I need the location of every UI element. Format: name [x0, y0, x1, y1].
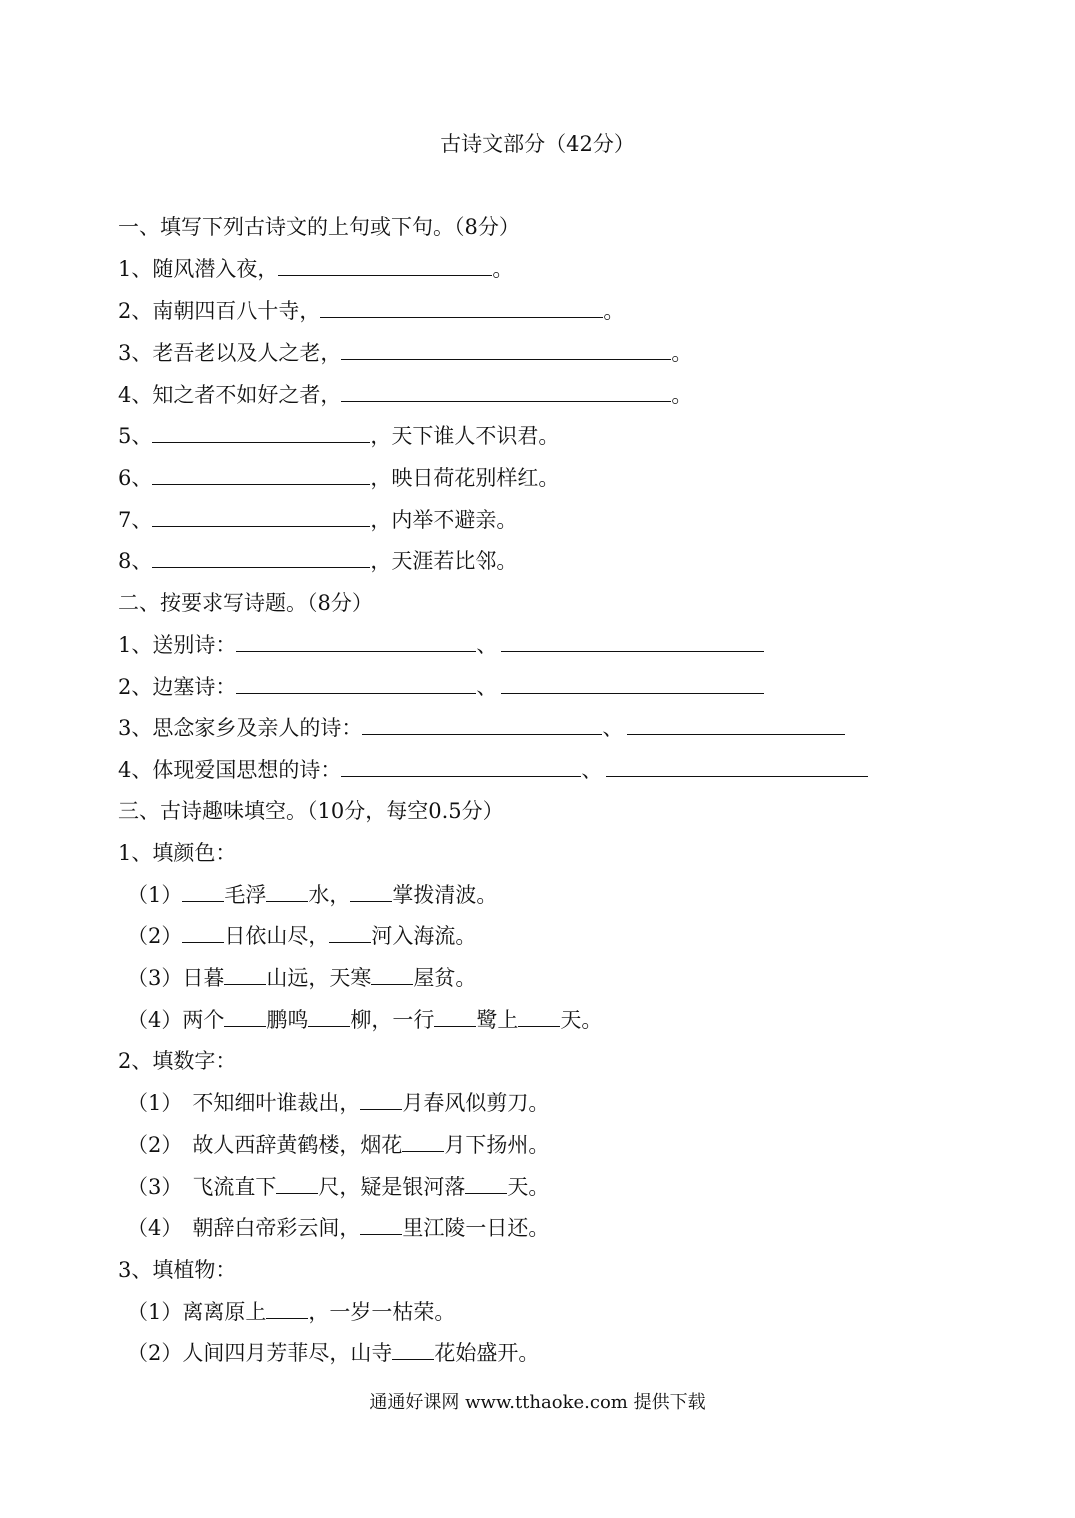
colors-item-1: （1） 毛浮 水， 掌拨清波。: [127, 883, 498, 907]
plants-item-2: （2）人间四月芳菲尽，山寺 花始盛开。: [127, 1341, 540, 1365]
s1-question-1: 1、随风潜入夜， 。: [118, 257, 514, 281]
answer-blank[interactable]: [224, 1006, 266, 1027]
answer-blank[interactable]: [152, 547, 370, 568]
s1-question-3: 3、老吾老以及人之老， 。: [118, 341, 693, 365]
answer-blank[interactable]: [152, 464, 370, 485]
numbers-item-2: （2） 故人西辞黄鹤楼，烟花 月下扬州。: [127, 1133, 550, 1157]
answer-blank[interactable]: [627, 714, 845, 735]
answer-blank[interactable]: [465, 1173, 507, 1194]
colors-item-3: （3）日暮 山远，天寒 屋贫。: [127, 966, 477, 990]
answer-blank[interactable]: [518, 1006, 560, 1027]
answer-blank[interactable]: [320, 297, 603, 318]
answer-blank[interactable]: [224, 964, 266, 985]
plants-item-1: （1）离离原上 ，一岁一枯荣。: [127, 1300, 456, 1324]
answer-blank[interactable]: [278, 255, 492, 276]
answer-blank[interactable]: [350, 881, 392, 902]
page-footer: 通通好课网 www.tthaoke.com 提供下载: [369, 1392, 706, 1413]
s1-question-7: 7、 ，内举不避亲。: [118, 508, 518, 532]
s1-question-2: 2、南朝四百八十寺， 。: [118, 299, 625, 323]
numbers-item-1: （1） 不知细叶谁裁出， 月春风似剪刀。: [127, 1091, 550, 1115]
answer-blank[interactable]: [606, 756, 868, 777]
s1-question-6: 6、 ，映日荷花别样红。: [118, 466, 560, 490]
group-colors-label: 1、填颜色：: [118, 841, 237, 865]
s2-question-4: 4、体现爱国思想的诗： 、: [118, 756, 868, 784]
answer-blank[interactable]: [501, 673, 764, 694]
answer-blank[interactable]: [402, 1131, 444, 1152]
colors-item-4: （4）两个 鹏鸣 柳，一行 鹭上 天。: [127, 1008, 603, 1032]
s1-question-4: 4、知之者不如好之者， 。: [118, 383, 693, 407]
answer-blank[interactable]: [236, 673, 476, 694]
group-plants-label: 3、填植物：: [118, 1258, 237, 1282]
s2-question-3: 3、思念家乡及亲人的诗： 、: [118, 714, 845, 742]
answer-blank[interactable]: [341, 381, 671, 402]
answer-blank[interactable]: [182, 881, 224, 902]
answer-blank[interactable]: [434, 1006, 476, 1027]
s2-question-1: 1、送别诗： 、: [118, 631, 764, 659]
answer-blank[interactable]: [308, 1006, 350, 1027]
section-3-heading: 三、古诗趣味填空。（10分，每空0.5分）: [118, 799, 504, 823]
answer-blank[interactable]: [341, 756, 581, 777]
numbers-item-4: （4） 朝辞白帝彩云间， 里江陵一日还。: [127, 1216, 550, 1240]
s2-question-2: 2、边塞诗： 、: [118, 673, 764, 701]
answer-blank[interactable]: [329, 922, 371, 943]
answer-blank[interactable]: [266, 1298, 308, 1319]
answer-blank[interactable]: [182, 922, 224, 943]
colors-item-2: （2） 日依山尽， 河入海流。: [127, 924, 477, 948]
answer-blank[interactable]: [362, 714, 602, 735]
answer-blank[interactable]: [266, 881, 308, 902]
s1-question-8: 8、 ，天涯若比邻。: [118, 549, 518, 573]
answer-blank[interactable]: [501, 631, 764, 652]
section-1-heading: 一、填写下列古诗文的上句或下句。（8分）: [118, 215, 520, 239]
answer-blank[interactable]: [236, 631, 476, 652]
group-numbers-label: 2、填数字：: [118, 1049, 237, 1073]
answer-blank[interactable]: [360, 1214, 402, 1235]
answer-blank[interactable]: [360, 1089, 402, 1110]
answer-blank[interactable]: [341, 339, 671, 360]
answer-blank[interactable]: [392, 1339, 434, 1360]
answer-blank[interactable]: [371, 964, 413, 985]
answer-blank[interactable]: [152, 422, 370, 443]
s1-question-5: 5、 ，天下谁人不识君。: [118, 424, 560, 448]
answer-blank[interactable]: [276, 1173, 318, 1194]
numbers-item-3: （3） 飞流直下 尺，疑是银河落 天。: [127, 1175, 550, 1199]
page-title: 古诗文部分（42分）: [440, 132, 635, 156]
section-2-heading: 二、按要求写诗题。（8分）: [118, 591, 373, 615]
answer-blank[interactable]: [152, 506, 370, 527]
